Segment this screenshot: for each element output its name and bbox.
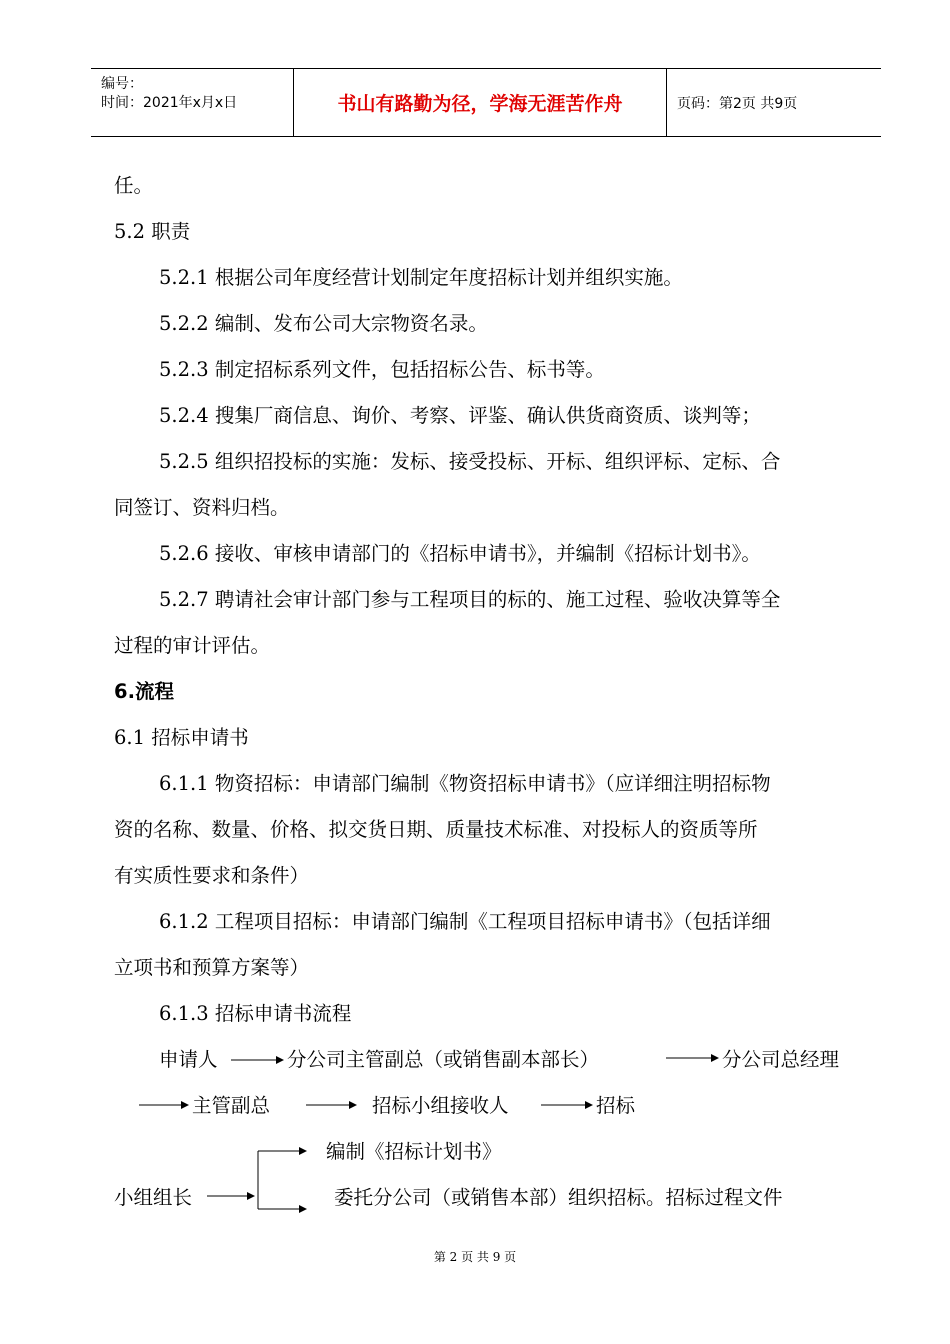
document-number-label: 编号：: [101, 76, 143, 92]
paragraph-line: 任。: [114, 174, 154, 197]
paragraph-line: 6.1.3 招标申请书流程: [159, 1002, 352, 1025]
paragraph-line: 5.2.3 制定招标系列文件，包括招标公告、标书等。: [159, 358, 605, 381]
paragraph-line: 5.2.1 根据公司年度经营计划制定年度招标计划并组织实施。: [159, 266, 683, 289]
page-footer: 第 2 页 共 9 页: [433, 1250, 517, 1264]
flow-node-receiver: 招标小组接收人: [372, 1094, 509, 1117]
section-heading-bold: 6.流程: [114, 680, 174, 703]
paragraph-line: 资的名称、数量、价格、拟交货日期、质量技术标准、对投标人的资质等所: [114, 818, 758, 841]
paragraph-line: 5.2.7 聘请社会审计部门参与工程项目的标的、施工过程、验收决算等全: [159, 588, 781, 611]
flow-node-applicant: 申请人: [159, 1048, 218, 1071]
paragraph-line: 同签订、资料归档。: [114, 496, 290, 519]
flow-node-delegate: 委托分公司（或销售本部）组织招标。招标过程文件: [334, 1186, 783, 1209]
header-page-code: 页码：第2页 共9页: [677, 96, 798, 112]
paragraph-line: 5.2.2 编制、发布公司大宗物资名录。: [159, 312, 488, 335]
document-time-label: 时间：2021年x月x日: [101, 95, 238, 111]
section-heading: 6.1 招标申请书: [114, 726, 249, 749]
paragraph-line: 6.1.1 物资招标：申请部门编制《物资招标申请书》（应详细注明招标物: [159, 772, 771, 795]
flow-node-branch-vp: 分公司主管副总（或销售副本部长）: [287, 1048, 600, 1071]
header-motto: 书山有路勤为径，学海无涯苦作舟: [337, 93, 623, 115]
paragraph-line: 有实质性要求和条件）: [114, 864, 310, 887]
paragraph-line: 5.2.4 搜集厂商信息、询价、考察、评鉴、确认供货商资质、谈判等；: [159, 404, 761, 427]
paragraph-line: 过程的审计评估。: [114, 634, 271, 657]
flow-node-compile-plan: 编制《招标计划书》: [326, 1140, 502, 1163]
paragraph-line: 5.2.6 接收、审核申请部门的《招标申请书》，并编制《招标计划书》。: [159, 542, 761, 565]
flow-node-vp: 主管副总: [192, 1094, 271, 1117]
paragraph-line: 6.1.2 工程项目招标：申请部门编制《工程项目招标申请书》（包括详细: [159, 910, 771, 933]
flow-node-tender: 招标: [596, 1094, 636, 1117]
section-heading: 5.2 职责: [114, 220, 191, 243]
paragraph-line: 5.2.5 组织招投标的实施：发标、接受投标、开标、组织评标、定标、合: [159, 450, 781, 473]
paragraph-line: 立项书和预算方案等）: [114, 956, 310, 979]
flow-node-branch-gm: 分公司总经理: [722, 1048, 840, 1071]
flow-node-group-leader: 小组组长: [114, 1186, 193, 1209]
